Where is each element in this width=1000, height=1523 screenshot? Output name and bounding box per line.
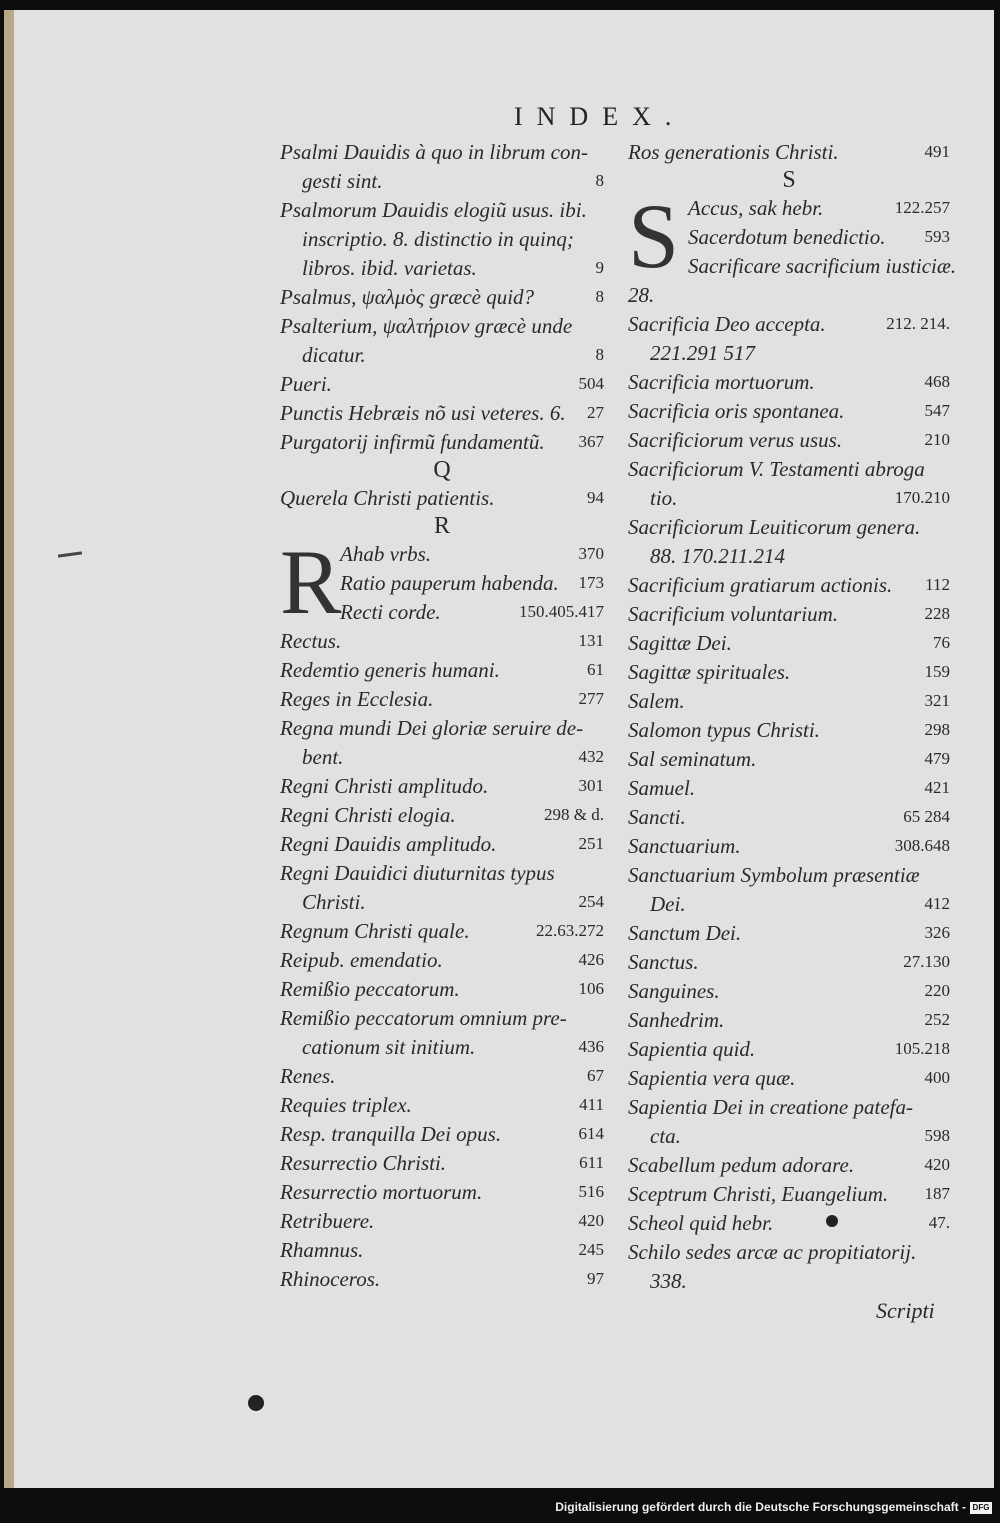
- index-entry: [628, 1267, 950, 1296]
- entry-page: 245: [578, 1240, 604, 1259]
- entry-page: 131: [578, 631, 604, 650]
- entry-page: 491: [924, 142, 950, 161]
- entry-page: 94: [587, 488, 604, 507]
- entry-page: 97: [587, 1269, 604, 1288]
- index-entry: [628, 977, 950, 1006]
- entry-page: 412: [924, 894, 950, 913]
- index-entry: [628, 861, 950, 890]
- index-entry: [280, 1004, 604, 1033]
- index-entry: [280, 196, 604, 225]
- entry-term: Psalterium, ψαλτήριον græcè unde: [280, 314, 573, 338]
- index-entry: [280, 975, 604, 1004]
- entry-term: Resurrectio mortuorum.: [280, 1180, 483, 1204]
- index-entry: [628, 339, 950, 368]
- entry-term: Scheol quid hebr.: [628, 1211, 774, 1235]
- entry-page: 547: [924, 401, 950, 420]
- entry-term: Remißio peccatorum omnium pre-: [280, 1006, 567, 1030]
- entry-term: Sacrificia mortuorum.: [628, 370, 815, 394]
- entry-page: 112: [925, 575, 950, 594]
- book-page: [4, 10, 994, 1488]
- entry-term: Resp. tranquilla Dei opus.: [280, 1122, 502, 1146]
- index-entry: [628, 138, 950, 167]
- index-entry: [628, 629, 950, 658]
- entry-page: 150.405.417: [519, 602, 604, 621]
- ink-blot: [248, 1395, 264, 1411]
- entry-term: Sacrificare sacrificium iusticiæ.: [688, 254, 957, 278]
- entry-page: 61: [587, 660, 604, 679]
- index-letter: Q: [433, 457, 451, 483]
- entry-term: Pueri.: [280, 372, 332, 396]
- entry-term: Regni Christi elogia.: [280, 803, 456, 827]
- index-entry: [280, 714, 604, 743]
- entry-page: 611: [579, 1153, 604, 1172]
- index-entry: [280, 1062, 604, 1091]
- entry-term: Sacrificiorum Leuiticorum genera.: [628, 515, 921, 539]
- index-entry: [280, 1236, 604, 1265]
- entry-term: cationum sit initium.: [302, 1035, 476, 1059]
- entry-term: Sanctus.: [628, 950, 699, 974]
- index-entry: [280, 743, 604, 772]
- entry-page: 8: [595, 345, 604, 364]
- index-entry: [628, 1006, 950, 1035]
- entry-page: 8: [595, 171, 604, 190]
- entry-term: Regnum Christi quale.: [280, 919, 470, 943]
- entry-page: 159: [924, 662, 950, 681]
- entry-page: 298: [924, 720, 950, 739]
- index-entry: [280, 830, 604, 859]
- entry-term: Reipub. emendatio.: [280, 948, 443, 972]
- entry-term: Sagittæ spirituales.: [628, 660, 791, 684]
- entry-page: 593: [924, 227, 950, 246]
- entry-term: Regna mundi Dei gloriæ seruire de-: [280, 716, 584, 740]
- entry-page: 65 284: [903, 807, 950, 826]
- entry-page: 308.648: [894, 836, 950, 855]
- index-entry: [628, 919, 950, 948]
- index-entry: [280, 1033, 604, 1062]
- dfg-logo-icon: DFG: [970, 1502, 992, 1514]
- index-entry: [628, 397, 950, 426]
- index-entry: [628, 1209, 950, 1238]
- left-column: [280, 138, 604, 1294]
- entry-term: Sancti.: [628, 805, 686, 829]
- entry-page: 420: [924, 1155, 950, 1174]
- index-entry: [628, 890, 950, 919]
- entry-term: 338.: [650, 1269, 687, 1293]
- entry-term: Sacrificium voluntarium.: [628, 602, 838, 626]
- index-entry: [280, 946, 604, 975]
- entry-page: 22.63.272: [536, 921, 604, 940]
- index-entry: [280, 428, 604, 457]
- index-entry: [628, 745, 950, 774]
- index-entry: [280, 917, 604, 946]
- index-entry: [628, 426, 950, 455]
- index-entry: [280, 656, 604, 685]
- entry-page: 301: [578, 776, 604, 795]
- entry-term: Punctis Hebræis nõ usi veteres. 6.: [280, 401, 566, 425]
- entry-term: Rectus.: [280, 629, 342, 653]
- index-entry: [628, 716, 950, 745]
- entry-page: 9: [595, 258, 604, 277]
- entry-term: Scabellum pedum adorare.: [628, 1153, 855, 1177]
- entry-page: 47.: [928, 1213, 950, 1232]
- entry-term: Ahab vrbs.: [340, 542, 431, 566]
- entry-page: 326: [924, 923, 950, 942]
- entry-page: 106: [578, 979, 604, 998]
- entry-page: 252: [924, 1010, 950, 1029]
- index-entry: [628, 774, 950, 803]
- entry-page: 367: [578, 432, 604, 451]
- entry-page: 298 & d.: [544, 805, 604, 824]
- entry-page: 516: [578, 1182, 604, 1201]
- index-entry: [280, 1120, 604, 1149]
- entry-term: cta.: [650, 1124, 681, 1148]
- entry-page: 426: [578, 950, 604, 969]
- index-entry: [628, 832, 950, 861]
- index-entry: [628, 1093, 950, 1122]
- entry-term: Recti corde.: [340, 600, 441, 624]
- index-entry: [628, 368, 950, 397]
- entry-term: Sapientia vera quæ.: [628, 1066, 796, 1090]
- entry-page: 468: [924, 372, 950, 391]
- entry-term: Resurrectio Christi.: [280, 1151, 447, 1175]
- index-letter: S: [782, 167, 796, 193]
- entry-page: 400: [924, 1068, 950, 1087]
- entry-page: 27: [587, 403, 604, 422]
- entry-term: Sacerdotum benedictio.: [688, 225, 886, 249]
- index-entry: [280, 312, 604, 341]
- index-entry: [280, 341, 604, 370]
- entry-term: dicatur.: [302, 343, 366, 367]
- entry-page: 105.218: [894, 1039, 950, 1058]
- entry-term: Reges in Ecclesia.: [280, 687, 434, 711]
- entry-page: 8: [595, 287, 604, 306]
- entry-term: Remißio peccatorum.: [280, 977, 460, 1001]
- entry-term: Psalmus, ψαλμὸς græcè quid?: [280, 285, 535, 309]
- entry-page: 212. 214.: [886, 314, 950, 333]
- entry-term: Sanguines.: [628, 979, 720, 1003]
- index-entry: [280, 283, 604, 312]
- entry-term: Sacrificiorum V. Testamenti abroga: [628, 457, 925, 481]
- entry-term: Querela Christi patientis.: [280, 486, 495, 510]
- entry-term: 88. 170.211.214: [650, 544, 785, 568]
- entry-page: 170.210: [894, 488, 950, 507]
- index-entry: [628, 687, 950, 716]
- index-entry: [280, 1149, 604, 1178]
- index-entry: [280, 1091, 604, 1120]
- entry-term: Sanhedrim.: [628, 1008, 725, 1032]
- entry-term: Sacrificia Deo accepta.: [628, 312, 826, 336]
- entry-page: 421: [924, 778, 950, 797]
- index-entry: [628, 1035, 950, 1064]
- index-entry: [628, 1122, 950, 1151]
- index-entry: [280, 1265, 604, 1294]
- entry-term: inscriptio. 8. distinctio in quinq;: [302, 227, 574, 251]
- entry-page: 76: [933, 633, 950, 652]
- entry-page: 122.257: [894, 198, 950, 217]
- entry-term: Regni Dauidis amplitudo.: [280, 832, 497, 856]
- entry-page: 67: [587, 1066, 604, 1085]
- footer-text: Digitalisierung gefördert durch die Deutsche Forschungsgemeinschaft -: [555, 1500, 966, 1514]
- entry-page: 614: [578, 1124, 604, 1143]
- index-entry: [280, 225, 604, 254]
- drop-cap: S: [628, 185, 680, 287]
- entry-page: 187: [924, 1184, 950, 1203]
- margin-mark: [58, 551, 82, 557]
- entry-term: gesti sint.: [302, 169, 383, 193]
- index-entry: [280, 138, 604, 167]
- index-entry: [628, 658, 950, 687]
- index-entry: [280, 484, 604, 513]
- index-entry: [628, 571, 950, 600]
- entry-term: Christi.: [302, 890, 366, 914]
- index-entry: [280, 399, 604, 428]
- footer-credit: [0, 1500, 992, 1514]
- entry-term: Sanctuarium Symbolum præsentiæ: [628, 863, 920, 887]
- entry-page: 598: [924, 1126, 950, 1145]
- entry-page: 420: [578, 1211, 604, 1230]
- entry-term: Redemtio generis humani.: [280, 658, 500, 682]
- entry-term: 28.: [628, 283, 655, 307]
- catchword: Scripti: [876, 1298, 935, 1323]
- entry-page: 27.130: [903, 952, 950, 971]
- entry-term: Sacrificia oris spontanea.: [628, 399, 845, 423]
- entry-page: 370: [578, 544, 604, 563]
- index-entry: [628, 455, 950, 484]
- entry-term: libros. ibid. varietas.: [302, 256, 477, 280]
- index-entry: [628, 803, 950, 832]
- index-entry: [280, 772, 604, 801]
- entry-term: Schilo sedes arcæ ac propitiatorij.: [628, 1240, 917, 1264]
- index-entry: [628, 542, 950, 571]
- index-entry: [628, 1151, 950, 1180]
- index-letter: R: [433, 513, 450, 539]
- entry-term: Retribuere.: [280, 1209, 375, 1233]
- entry-page: 479: [924, 749, 950, 768]
- index-entry: [628, 600, 950, 629]
- index-entry: [280, 859, 604, 888]
- entry-term: Sapientia quid.: [628, 1037, 756, 1061]
- entry-term: Accus, sak hebr.: [688, 196, 824, 220]
- index-entry: [628, 1180, 950, 1209]
- drop-cap: R: [280, 531, 342, 633]
- index-entry: [280, 370, 604, 399]
- index-entry: [628, 484, 950, 513]
- entry-term: Regni Christi amplitudo.: [280, 774, 489, 798]
- entry-term: Rhamnus.: [280, 1238, 364, 1262]
- index-entry: [280, 1178, 604, 1207]
- entry-term: Ratio pauperum habenda.: [340, 571, 559, 595]
- index-entry: [280, 167, 604, 196]
- entry-term: Rhinoceros.: [280, 1267, 381, 1291]
- entry-page: 210: [924, 430, 950, 449]
- entry-term: Ros generationis Christi.: [628, 140, 839, 164]
- entry-term: Sanctum Dei.: [628, 921, 742, 945]
- entry-page: 254: [578, 892, 604, 911]
- entry-term: Salem.: [628, 689, 685, 713]
- entry-term: Sapientia Dei in creatione patefa-: [628, 1095, 913, 1119]
- entry-term: Sacrificium gratiarum actionis.: [628, 573, 893, 597]
- entry-term: Purgatorij infirmũ fundamentũ.: [280, 430, 545, 454]
- entry-page: 411: [579, 1095, 604, 1114]
- entry-term: Sagittæ Dei.: [628, 631, 732, 655]
- index-entry: [280, 254, 604, 283]
- index-entry: [628, 513, 950, 542]
- index-entry: [280, 1207, 604, 1236]
- page-header: INDEX.: [514, 102, 686, 131]
- entry-term: Sal seminatum.: [628, 747, 757, 771]
- entry-term: Requies triplex.: [280, 1093, 412, 1117]
- index-entry: [628, 1064, 950, 1093]
- entry-page: 228: [924, 604, 950, 623]
- entry-term: Samuel.: [628, 776, 696, 800]
- entry-term: tio.: [650, 486, 678, 510]
- entry-term: Dei.: [650, 892, 686, 916]
- index-entry: [280, 685, 604, 714]
- index-entry: [280, 801, 604, 830]
- index-entry: [280, 888, 604, 917]
- entry-page: 504: [578, 374, 604, 393]
- entry-page: 321: [924, 691, 950, 710]
- entry-page: 251: [578, 834, 604, 853]
- entry-term: bent.: [302, 745, 344, 769]
- entry-page: 432: [578, 747, 604, 766]
- entry-term: Renes.: [280, 1064, 336, 1088]
- entry-term: Sacrificiorum verus usus.: [628, 428, 843, 452]
- entry-term: Regni Dauidici diuturnitas typus: [280, 861, 555, 885]
- entry-term: Psalmorum Dauidis elogiũ usus. ibi.: [280, 198, 587, 222]
- entry-term: Sceptrum Christi, Euangelium.: [628, 1182, 889, 1206]
- entry-page: 220: [924, 981, 950, 1000]
- entry-page: 436: [578, 1037, 604, 1056]
- entry-term: Sanctuarium.: [628, 834, 741, 858]
- right-column: [628, 138, 957, 1296]
- entry-term: Salomon typus Christi.: [628, 718, 820, 742]
- entry-term: Psalmi Dauidis à quo in librum con-: [280, 140, 588, 164]
- index-entry: [628, 948, 950, 977]
- entry-term: 221.291 517: [650, 341, 755, 365]
- index-entry: [628, 310, 950, 339]
- entry-page: 277: [578, 689, 604, 708]
- entry-page: 173: [578, 573, 604, 592]
- index-entry: [628, 1238, 950, 1267]
